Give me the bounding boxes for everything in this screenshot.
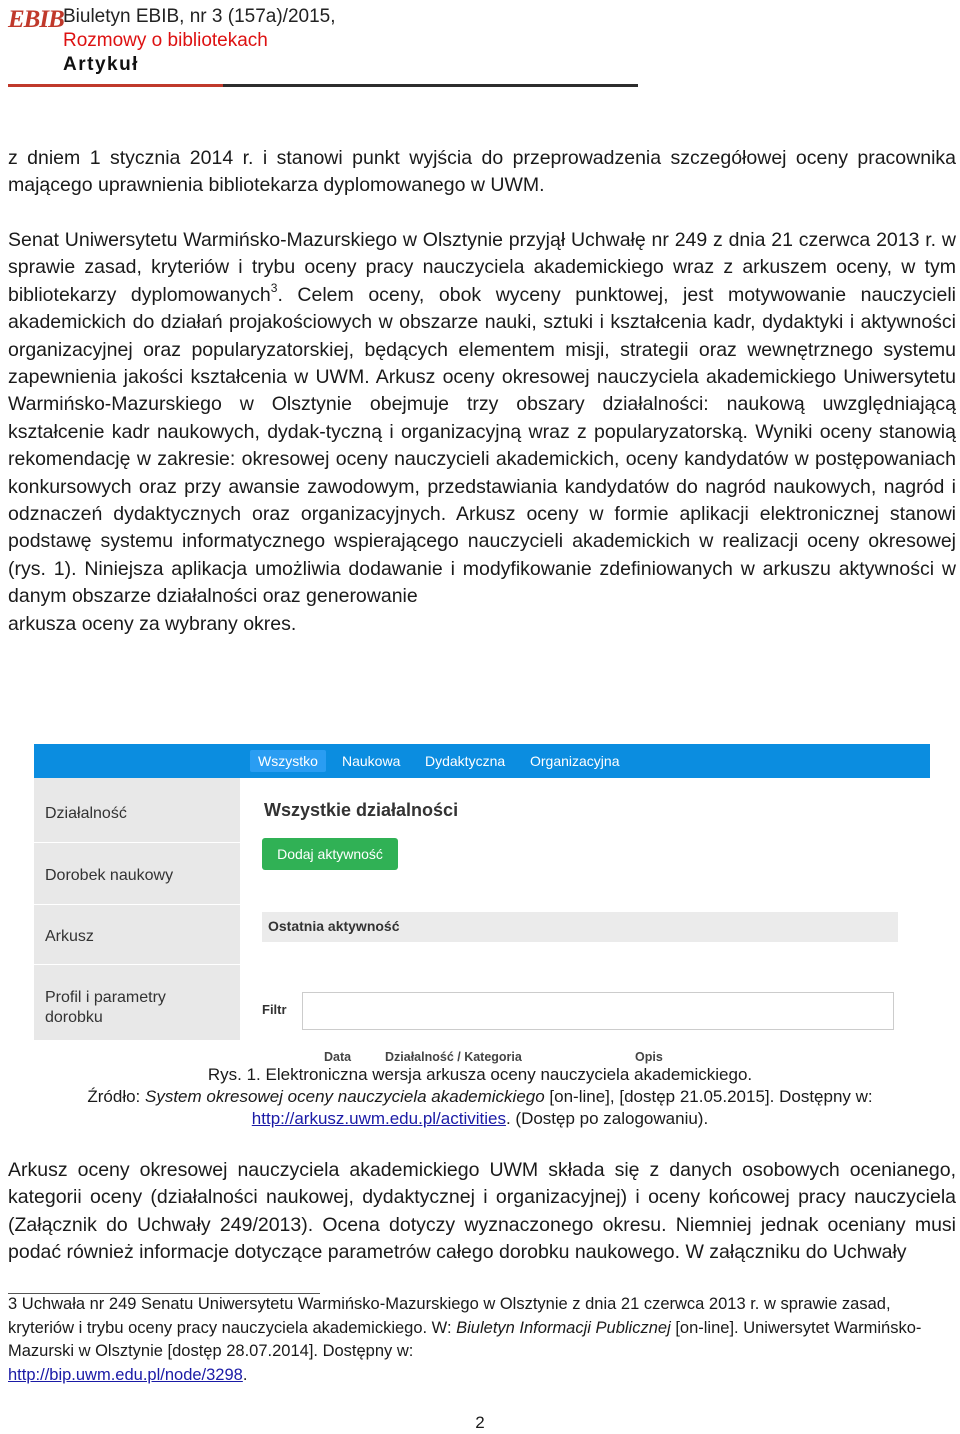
column-header-description[interactable]: Opis: [635, 1050, 663, 1064]
source-url-suffix: . (Dostęp po zalogowaniu).: [505, 1109, 709, 1128]
application-screenshot: [34, 744, 930, 1064]
paragraph-3: [8, 1157, 956, 1267]
source-suffix: [on-line], [dostęp 21.05.2015]. Dostępny w:: [544, 1087, 873, 1106]
paragraph-2-last-line: arkusza oceny za wybrany okres.: [8, 612, 297, 635]
recent-activity-header: [262, 912, 898, 942]
footnote-italic: Biuletyn Informacji Publicznej: [456, 1318, 671, 1337]
tab-naukowa[interactable]: Naukowa: [342, 753, 401, 769]
footnote-text-b: [on-line]. Uniwersytet Warmińsko-Mazurski w Olsztynie [dostęp 28.07.2014]. Dostępny w:: [8, 1318, 922, 1360]
paragraph-2-text-b: . Celem oceny, obok wyceny punktowej, jest motywowanie nauczycieli akademickich do działań projakościowych w obszarze nauki, sztuki i kształcenia kadr, dydaktyki i aktywności organizacyjnej oraz popularyzatorskiej, będących elementem misji, strategii oraz wewnętrznego systemu zapewnienia jakości kształcenia w UWM. Arkusz oceny okresowej nauczyciela akademickiego Uniwersytetu Warmińsko-Mazurskiego w Olsztynie obejmuje trzy obszary działalności: naukową uwzględniającą kształcenie kadr naukowych, dydak-tyczną i organizacyjną wraz z popularyzatorską. Wyniki oceny stanowią rekomendację w zakresie: okresowej oceny nauczycieli akademickich, oceny kandydatów w postępowaniach konkursowych oraz przy awansie zawodowym, przedstawiania kandydatów do nagród naukowych, nagród i odznaczeń dydaktycznych oraz organizacyjnych. Arkusz oceny w formie aplikacji elektronicznej stanowi podstawę systemu informatycznego wspierającego nauczycieli akademickich w realizacji oceny okresowej (rys. 1). Niniejsza aplikacja umożliwia dodawanie i modyfikowanie zdefiniowanych w arkuszu aktywności w danym obszarze działalności oraz generowanie: [8, 283, 957, 608]
tab-organizacyjna[interactable]: Organizacyjna: [530, 753, 620, 769]
paragraph-2-text-a: Senat Uniwersytetu Warmińsko-Mazurskiego w Olsztynie przyjął Uchwałę nr 249 z dnia 21 czerwca 2013 r. w sprawie zasad, kryteriów i trybu oceny pracy nauczyciela akademickiego wraz z arkuszem oceny, w tym bibliotekarzy dyplomowanych: [8, 229, 956, 306]
sidebar-divider: [34, 842, 240, 843]
column-header-data[interactable]: Data: [324, 1050, 352, 1064]
paragraph-3-text: Arkusz oceny okresowej nauczyciela akademickiego UWM składa się z danych osobowych ocenianego, kategorii oceny (działalności naukowej, dydaktycznej i organizacyjnej) i oceny końcowej pracy nauczyciela (Załącznik do Uchwały 249/2013). Ocena dotyczy wyznaczonego okresu. Niemniej jednak oceniany musi podać również informacje dotyczące parametrów całego dorobku naukowego. W załączniku do Uchwały: [8, 1159, 956, 1264]
add-activity-button[interactable]: Dodaj aktywność: [262, 838, 398, 870]
footnote: [8, 1293, 956, 1387]
page-number: 2: [475, 1413, 485, 1432]
journal-title: Biuletyn EBIB, nr 3 (157a)/2015,: [63, 6, 336, 27]
sidebar-item-dzialalnosc[interactable]: Działalność: [45, 805, 127, 822]
sidebar-item-dorobek[interactable]: Dorobek naukowy: [45, 867, 174, 884]
sidebar-divider: [34, 904, 240, 905]
sidebar-item-profil-line2: dorobku: [45, 1009, 103, 1026]
top-nav-bar: [34, 744, 930, 778]
section-label: Artykuł: [63, 54, 139, 75]
filter-label: Filtr: [262, 1002, 287, 1017]
content-title: Wszystkie działalności: [264, 800, 459, 820]
footnote-ref-3: 3: [270, 280, 278, 295]
sidebar-item-profil[interactable]: [45, 988, 166, 1028]
sidebar-item-arkusz[interactable]: Arkusz: [45, 928, 94, 945]
sidebar: [34, 778, 240, 1040]
filter-input[interactable]: [302, 992, 894, 1030]
page-header: [8, 4, 648, 90]
footnote-number: 3: [8, 1295, 18, 1313]
header-rule-dark: [223, 84, 638, 87]
source-prefix: Źródło:: [87, 1087, 145, 1106]
main-content: [240, 778, 930, 1064]
sidebar-item-profil-line1: Profil i parametry: [45, 989, 166, 1006]
figure-caption: Rys. 1. Elektroniczna wersja arkusza oceny nauczyciela akademickiego.: [207, 1065, 753, 1084]
tab-wszystko[interactable]: Wszystko: [250, 750, 326, 772]
paragraph-1: [8, 145, 956, 200]
ebib-logo: EBIB: [8, 6, 64, 33]
paragraph-2: [8, 227, 956, 638]
footnote-text-a: Uchwała nr 249 Senatu Uniwersytetu Warmińsko-Mazurskiego w Olsztynie z dnia 21 czerwca 2013 r. w sprawie zasad, kryteriów i trybu oceny pracy nauczyciela akademickiego. W:: [8, 1295, 891, 1337]
recent-activity-label: Ostatnia aktywność: [268, 918, 400, 934]
footnote-link[interactable]: http://bip.uwm.edu.pl/node/3298: [8, 1365, 243, 1384]
figure-source: [0, 1086, 960, 1108]
tab-dydaktyczna[interactable]: Dydaktyczna: [425, 753, 506, 769]
source-title: System okresowej oceny nauczyciela akademickiego: [145, 1087, 545, 1106]
figure-source-url-line: [0, 1108, 960, 1130]
sidebar-divider: [34, 964, 240, 965]
footnote-url-suffix: .: [242, 1365, 248, 1384]
paragraph-1-text: z dniem 1 stycznia 2014 r. i stanowi punkt wyjścia do przeprowadzenia szczegółowej oceny pracownika mającego uprawnienia bibliotekarza dyplomowanego w UWM.: [8, 147, 956, 197]
header-rule-red: [8, 84, 223, 87]
journal-subtitle: Rozmowy o bibliotekach: [63, 30, 268, 51]
column-header-category[interactable]: Działalność / Kategoria: [385, 1050, 522, 1064]
source-link[interactable]: http://arkusz.uwm.edu.pl/activities: [251, 1109, 506, 1128]
